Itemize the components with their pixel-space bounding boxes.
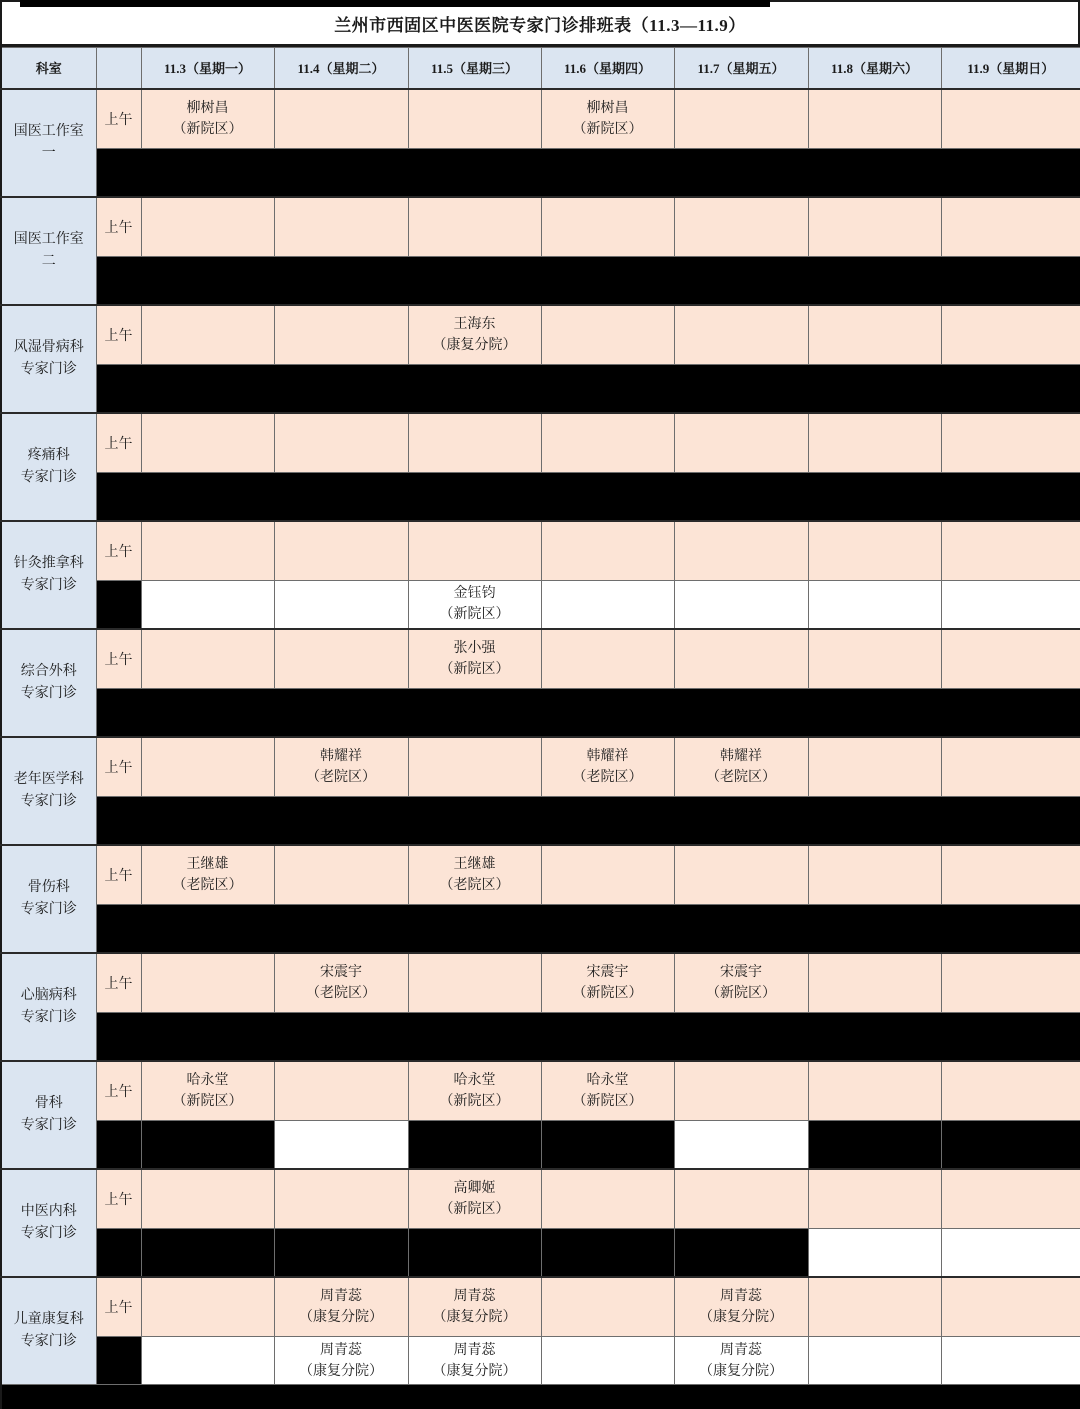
section-row-morning <box>1 629 1080 689</box>
schedule-cell <box>541 953 674 1013</box>
department-name-line: 专家门诊 <box>20 793 77 809</box>
department-name-line: 疼痛科 <box>27 447 70 463</box>
redaction-bar <box>541 1121 674 1169</box>
doctor-name: 宋震宇 <box>586 964 629 980</box>
time-cell-morning: 上午 <box>96 629 141 689</box>
section-row-second <box>1 257 1080 305</box>
campus-label: （康复分院） <box>432 337 517 353</box>
campus-label: （新院区） <box>706 985 776 1001</box>
section-row-morning <box>1 845 1080 905</box>
schedule-cell-empty <box>674 413 808 473</box>
section-row-second <box>1 797 1080 845</box>
campus-label: （新院区） <box>172 1093 243 1109</box>
schedule-cell <box>408 305 541 365</box>
redacted-time-cell <box>96 1121 141 1169</box>
schedule-cell-empty <box>541 845 674 905</box>
schedule-cell <box>541 737 674 797</box>
department-name-line: 专家门诊 <box>20 1225 77 1241</box>
schedule-cell-empty <box>941 1169 1080 1229</box>
department-cell <box>1 89 96 197</box>
schedule-cell-empty <box>941 1061 1080 1121</box>
col-header-day-tue: 11.4（星期二） <box>274 48 408 89</box>
campus-label: （新院区） <box>572 1093 643 1109</box>
section-row-second <box>1 581 1080 629</box>
department-name-line: 专家门诊 <box>20 1333 77 1349</box>
schedule-cell-empty <box>408 953 541 1013</box>
col-header-day-sun: 11.9（星期日） <box>941 48 1080 89</box>
time-cell-morning: 上午 <box>96 197 141 257</box>
schedule-cell <box>408 581 541 629</box>
doctor-name: 周青蕊 <box>453 1288 496 1304</box>
section-row-second <box>1 1229 1080 1277</box>
department-name-line: 心脑病科 <box>20 987 77 1003</box>
header-row <box>1 48 1080 89</box>
department-name-line: 专家门诊 <box>20 361 77 377</box>
doctor-name: 王海东 <box>453 316 496 332</box>
schedule-cell-empty <box>408 197 541 257</box>
schedule-cell <box>274 737 408 797</box>
section-row-second <box>1 1337 1080 1385</box>
schedule-cell-empty <box>274 197 408 257</box>
schedule-cell-empty <box>141 581 274 629</box>
department-cell <box>1 953 96 1061</box>
department-cell <box>1 629 96 737</box>
department-name-line: 骨伤科 <box>27 879 70 895</box>
redaction-bar <box>941 1121 1080 1169</box>
department-name-line: 二 <box>41 253 56 269</box>
doctor-name: 韩耀祥 <box>320 748 362 764</box>
doctor-name: 柳树昌 <box>186 100 229 116</box>
schedule-cell-empty <box>808 1277 941 1337</box>
schedule-cell-empty <box>408 737 541 797</box>
doctor-name: 周青蕊 <box>320 1342 362 1358</box>
redaction-bar <box>96 1013 1080 1061</box>
campus-label: （新院区） <box>439 1201 510 1217</box>
schedule-cell-empty <box>541 629 674 689</box>
department-name-line: 专家门诊 <box>20 469 77 485</box>
department-name-line: 一 <box>41 145 56 161</box>
section-row-second <box>1 1013 1080 1061</box>
redaction-bar <box>96 689 1080 737</box>
schedule-cell <box>408 1061 541 1121</box>
time-cell-morning: 上午 <box>96 1169 141 1229</box>
schedule-cell-empty <box>274 845 408 905</box>
doctor-name: 周青蕊 <box>720 1342 762 1358</box>
campus-label: （新院区） <box>172 121 243 137</box>
bottom-row <box>1 1385 1080 1409</box>
schedule-cell-empty <box>274 1061 408 1121</box>
schedule-cell-empty <box>674 1121 808 1169</box>
section-row-morning <box>1 737 1080 797</box>
schedule-cell-empty <box>541 413 674 473</box>
schedule-cell-empty <box>674 629 808 689</box>
campus-label: （康复分院） <box>432 1363 517 1379</box>
schedule-cell-empty <box>941 521 1080 581</box>
schedule-cell <box>141 845 274 905</box>
schedule-cell-empty <box>941 413 1080 473</box>
department-cell <box>1 845 96 953</box>
doctor-name: 周青蕊 <box>320 1288 362 1304</box>
schedule-cell-empty <box>274 305 408 365</box>
department-name-line: 中医内科 <box>20 1203 77 1219</box>
schedule-cell-empty <box>141 413 274 473</box>
schedule-cell-empty <box>941 1229 1080 1277</box>
schedule-cell <box>141 1061 274 1121</box>
redaction-bar <box>96 797 1080 845</box>
schedule-cell-empty <box>141 197 274 257</box>
schedule-cell-empty <box>941 629 1080 689</box>
section-row-second <box>1 689 1080 737</box>
department-name-line: 专家门诊 <box>20 901 77 917</box>
campus-label: （老院区） <box>306 769 376 785</box>
department-cell <box>1 521 96 629</box>
schedule-cell-empty <box>808 1169 941 1229</box>
campus-label: （新院区） <box>439 607 510 623</box>
department-name-line: 风湿骨病科 <box>13 339 84 355</box>
redaction-bar <box>408 1229 541 1277</box>
department-cell <box>1 305 96 413</box>
doctor-name: 高卿姬 <box>453 1180 496 1196</box>
schedule-table <box>0 47 1080 1409</box>
schedule-cell-empty <box>408 521 541 581</box>
schedule-cell-empty <box>941 1277 1080 1337</box>
time-cell-morning: 上午 <box>96 1061 141 1121</box>
campus-label: （老院区） <box>439 877 510 893</box>
schedule-cell-empty <box>408 413 541 473</box>
schedule-cell <box>274 1337 408 1385</box>
doctor-name: 王继雄 <box>453 856 496 872</box>
redaction-bar <box>541 1229 674 1277</box>
redaction-bar <box>274 1229 408 1277</box>
redacted-time-cell <box>96 1229 141 1277</box>
department-name-line: 老年医学科 <box>13 771 84 787</box>
schedule-cell-empty <box>541 1337 674 1385</box>
schedule-cell <box>541 89 674 149</box>
schedule-cell-empty <box>274 413 408 473</box>
section-row-morning <box>1 953 1080 1013</box>
schedule-cell-empty <box>541 1277 674 1337</box>
department-name-line: 专家门诊 <box>20 1009 77 1025</box>
doctor-name: 哈永堂 <box>453 1072 496 1088</box>
schedule-cell-empty <box>541 1169 674 1229</box>
redaction-bar <box>96 365 1080 413</box>
doctor-name: 周青蕊 <box>720 1288 762 1304</box>
schedule-cell-empty <box>941 737 1080 797</box>
doctor-name: 哈永堂 <box>586 1072 629 1088</box>
redaction-bar <box>141 1229 274 1277</box>
department-cell <box>1 1061 96 1169</box>
bottom-redaction-bar <box>1 1385 1080 1409</box>
time-cell-morning: 上午 <box>96 1277 141 1337</box>
redaction-bar <box>96 257 1080 305</box>
schedule-cell <box>408 1169 541 1229</box>
section-row-morning <box>1 305 1080 365</box>
section-row-morning <box>1 1061 1080 1121</box>
section-row-morning <box>1 1277 1080 1337</box>
schedule-cell <box>408 1277 541 1337</box>
time-cell-morning: 上午 <box>96 305 141 365</box>
doctor-name: 韩耀祥 <box>586 748 629 764</box>
schedule-cell <box>141 89 274 149</box>
schedule-cell-empty <box>674 305 808 365</box>
schedule-cell-empty <box>674 197 808 257</box>
time-cell-morning: 上午 <box>96 521 141 581</box>
doctor-name: 宋震宇 <box>720 964 762 980</box>
redaction-bar <box>96 149 1080 197</box>
schedule-cell-empty <box>808 521 941 581</box>
department-cell <box>1 737 96 845</box>
redaction-bar <box>141 1121 274 1169</box>
department-name-line: 国医工作室 <box>13 231 84 247</box>
doctor-name: 周青蕊 <box>453 1342 496 1358</box>
schedule-cell-empty <box>274 581 408 629</box>
col-header-day-sat: 11.8（星期六） <box>808 48 941 89</box>
doctor-name: 柳树昌 <box>586 100 629 116</box>
campus-label: （康复分院） <box>299 1309 383 1325</box>
schedule-cell-empty <box>141 953 274 1013</box>
campus-label: （康复分院） <box>699 1363 783 1379</box>
schedule-cell <box>408 845 541 905</box>
campus-label: （新院区） <box>572 121 643 137</box>
department-name-line: 专家门诊 <box>20 577 77 593</box>
schedule-cell-empty <box>674 1169 808 1229</box>
time-cell-morning: 上午 <box>96 845 141 905</box>
schedule-cell-empty <box>274 521 408 581</box>
campus-label: （新院区） <box>439 661 510 677</box>
schedule-cell-empty <box>808 197 941 257</box>
col-header-day-thu: 11.6（星期四） <box>541 48 674 89</box>
schedule-cell-empty <box>141 305 274 365</box>
schedule-cell-empty <box>674 521 808 581</box>
schedule-cell <box>541 1061 674 1121</box>
section-row-morning <box>1 197 1080 257</box>
redaction-bar <box>674 1229 808 1277</box>
campus-label: （康复分院） <box>699 1309 783 1325</box>
department-cell <box>1 1169 96 1277</box>
top-redaction-bar <box>20 0 770 7</box>
campus-label: （新院区） <box>572 985 643 1001</box>
schedule-body <box>1 89 1080 1409</box>
schedule-cell-empty <box>274 89 408 149</box>
schedule-cell-empty <box>141 1169 274 1229</box>
schedule-cell-empty <box>674 1061 808 1121</box>
time-cell-morning: 上午 <box>96 737 141 797</box>
schedule-cell-empty <box>541 521 674 581</box>
schedule-cell-empty <box>808 1337 941 1385</box>
section-row-second <box>1 473 1080 521</box>
doctor-name: 韩耀祥 <box>720 748 762 764</box>
redacted-time-cell <box>96 1337 141 1385</box>
section-row-morning <box>1 521 1080 581</box>
schedule-cell-empty <box>941 197 1080 257</box>
section-row-second <box>1 365 1080 413</box>
campus-label: （新院区） <box>439 1093 510 1109</box>
section-row-second <box>1 149 1080 197</box>
department-cell <box>1 197 96 305</box>
schedule-cell-empty <box>541 581 674 629</box>
schedule-cell-empty <box>808 1229 941 1277</box>
campus-label: （老院区） <box>172 877 243 893</box>
section-row-morning <box>1 1169 1080 1229</box>
schedule-cell <box>274 953 408 1013</box>
col-header-day-mon: 11.3（星期一） <box>141 48 274 89</box>
doctor-name: 张小强 <box>453 640 496 656</box>
schedule-cell-empty <box>941 89 1080 149</box>
time-cell-morning: 上午 <box>96 953 141 1013</box>
department-name-line: 综合外科 <box>20 663 77 679</box>
department-name-line: 专家门诊 <box>20 685 77 701</box>
schedule-cell-empty <box>941 845 1080 905</box>
schedule-cell-empty <box>808 737 941 797</box>
schedule-cell-empty <box>808 413 941 473</box>
col-header-time-blank <box>96 48 141 89</box>
schedule-cell-empty <box>941 953 1080 1013</box>
redaction-bar <box>808 1121 941 1169</box>
schedule-cell <box>674 1337 808 1385</box>
col-header-day-wed: 11.5（星期三） <box>408 48 541 89</box>
section-row-morning <box>1 89 1080 149</box>
section-row-morning <box>1 413 1080 473</box>
department-name-line: 针灸推拿科 <box>13 555 84 571</box>
redaction-bar <box>96 473 1080 521</box>
department-name-line: 专家门诊 <box>20 1117 77 1133</box>
department-name-line: 儿童康复科 <box>13 1311 84 1327</box>
schedule-cell <box>674 737 808 797</box>
time-cell-morning: 上午 <box>96 89 141 149</box>
schedule-cell-empty <box>541 305 674 365</box>
section-row-second <box>1 1121 1080 1169</box>
schedule-cell-empty <box>541 197 674 257</box>
schedule-cell <box>408 629 541 689</box>
schedule-cell-empty <box>141 1277 274 1337</box>
schedule-cell-empty <box>941 305 1080 365</box>
campus-label: （康复分院） <box>432 1309 517 1325</box>
redaction-bar <box>96 905 1080 953</box>
campus-label: （老院区） <box>706 769 776 785</box>
schedule-cell <box>408 1337 541 1385</box>
schedule-cell <box>674 1277 808 1337</box>
schedule-cell-empty <box>808 89 941 149</box>
schedule-cell-empty <box>141 1337 274 1385</box>
schedule-cell-empty <box>674 581 808 629</box>
schedule-cell-empty <box>274 1169 408 1229</box>
department-cell <box>1 1277 96 1385</box>
department-name-line: 国医工作室 <box>13 123 84 139</box>
schedule-cell-empty <box>941 581 1080 629</box>
schedule-cell-empty <box>274 629 408 689</box>
schedule-cell-empty <box>808 581 941 629</box>
schedule-cell <box>274 1277 408 1337</box>
schedule-cell-empty <box>808 845 941 905</box>
redacted-time-cell <box>96 581 141 629</box>
schedule-cell-empty <box>808 953 941 1013</box>
schedule-cell-empty <box>808 1061 941 1121</box>
section-row-second <box>1 905 1080 953</box>
schedule-cell-empty <box>941 1337 1080 1385</box>
doctor-name: 王继雄 <box>186 856 229 872</box>
redaction-bar <box>408 1121 541 1169</box>
col-header-dept: 科室 <box>1 48 96 89</box>
schedule-cell-empty <box>674 845 808 905</box>
doctor-name: 哈永堂 <box>186 1072 229 1088</box>
schedule-cell-empty <box>808 305 941 365</box>
schedule-cell-empty <box>141 737 274 797</box>
schedule-cell <box>674 953 808 1013</box>
campus-label: （康复分院） <box>299 1363 383 1379</box>
campus-label: （老院区） <box>572 769 643 785</box>
schedule-cell-empty <box>141 521 274 581</box>
doctor-name: 宋震宇 <box>320 964 362 980</box>
col-header-day-fri: 11.7（星期五） <box>674 48 808 89</box>
doctor-name: 金钰钧 <box>453 586 496 602</box>
schedule-cell-empty <box>808 629 941 689</box>
schedule-cell-empty <box>274 1121 408 1169</box>
schedule-cell-empty <box>408 89 541 149</box>
schedule-cell-empty <box>141 629 274 689</box>
time-cell-morning: 上午 <box>96 413 141 473</box>
schedule-cell-empty <box>674 89 808 149</box>
page-title: 兰州市西固区中医医院专家门诊排班表（11.3—11.9） <box>0 0 1080 47</box>
campus-label: （老院区） <box>306 985 376 1001</box>
department-name-line: 骨科 <box>34 1095 63 1111</box>
department-cell <box>1 413 96 521</box>
